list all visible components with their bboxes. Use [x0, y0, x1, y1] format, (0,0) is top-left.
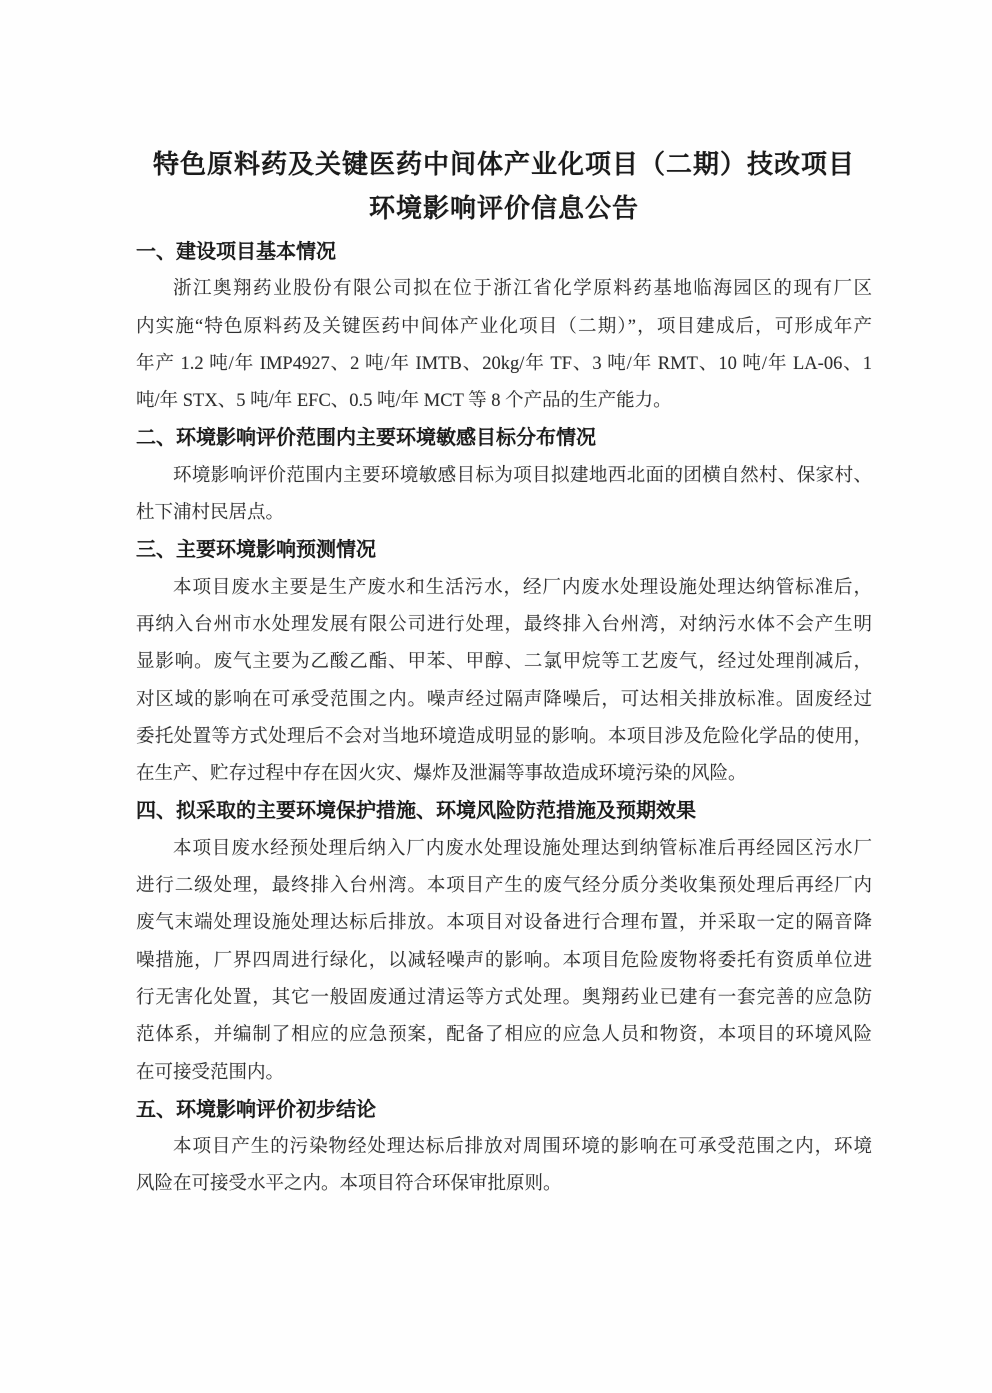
- section-1-heading: 一、建设项目基本情况: [136, 241, 336, 263]
- section-3-line: 再纳入台州市水处理发展有限公司进行处理，最终排入台州湾，对纳污水体不会产生明: [136, 614, 872, 635]
- section-4-line: 行无害化处置，其它一般固废通过清运等方式处理。奥翔药业已建有一套完善的应急防: [136, 987, 872, 1008]
- section-4-heading: 四、拟采取的主要环境保护措施、环境风险防范措施及预期效果: [136, 800, 696, 823]
- section-2-heading: 二、环境影响评价范围内主要环境敏感目标分布情况: [136, 427, 596, 450]
- section-3-line: 对区域的影响在可承受范围之内。噪声经过隔声降噪后，可达相关排放标准。固废经过: [136, 689, 872, 710]
- section-5-line: 本项目产生的污染物经处理达标后排放对周围环境的影响在可承受范围之内，环境: [173, 1137, 872, 1158]
- section-4-line: 进行二级处理，最终排入台州湾。本项目产生的废气经分质分类收集预处理后再经厂内: [136, 876, 872, 897]
- section-3-line: 本项目废水主要是生产废水和生活污水，经厂内废水处理设施处理达纳管标准后，: [173, 577, 872, 598]
- section-1-line: 浙江奥翔药业股份有限公司拟在位于浙江省化学原料药基地临海园区的现有厂区: [173, 279, 872, 300]
- section-1-line: 吨/年 STX、5 吨/年 EFC、0.5 吨/年 MCT 等 8 个产品的生产能力。: [136, 391, 672, 412]
- section-2-line: 环境影响评价范围内主要环境敏感目标为项目拟建地西北面的团横自然村、保家村、: [173, 465, 872, 486]
- section-4-line: 废气末端处理设施处理达标后排放。本项目对设备进行合理布置，并采取一定的隔音降: [136, 913, 872, 934]
- section-1-line: 年产 1.2 吨/年 IMP4927、2 吨/年 IMTB、20kg/年 TF、3 吨/年 RMT、10 吨/年 LA-06、1: [136, 353, 872, 374]
- section-5-line: 风险在可接受水平之内。本项目符合环保审批原则。: [136, 1174, 562, 1195]
- section-4-line: 范体系，并编制了相应的应急预案，配备了相应的应急人员和物资，本项目的环境风险: [136, 1025, 872, 1046]
- title-line-2: 环境影响评价信息公告: [368, 193, 639, 223]
- section-2-line: 杜下浦村民居点。: [136, 503, 285, 524]
- section-3-line: 在生产、贮存过程中存在因火灾、爆炸及泄漏等事故造成环境污染的风险。: [136, 764, 747, 785]
- section-5-heading: 五、环境影响评价初步结论: [136, 1098, 376, 1121]
- section-3-line: 显影响。废气主要为乙酸乙酯、甲苯、甲醇、二氯甲烷等工艺废气，经过处理削减后，: [136, 652, 872, 673]
- section-4-line: 在可接受范围内。: [136, 1062, 285, 1083]
- section-3-heading: 三、主要环境影响预测情况: [136, 539, 376, 562]
- section-1-line: 内实施“特色原料药及关键医药中间体产业化项目（二期）”，项目建成后，可形成年产: [136, 316, 872, 337]
- section-4-line: 噪措施，厂界四周进行绿化，以减轻噪声的影响。本项目危险废物将委托有资质单位进: [136, 950, 872, 971]
- section-4-line: 本项目废水经预处理后纳入厂内废水处理设施处理达到纳管标准后再经园区污水厂: [173, 838, 872, 859]
- title-line-1: 特色原料药及关键医药中间体产业化项目（二期）技改项目: [152, 149, 855, 179]
- document-title: [136, 142, 872, 230]
- section-3-line: 委托处置等方式处理后不会对当地环境造成明显的影响。本项目涉及危险化学品的使用，: [136, 726, 872, 747]
- document-body: [136, 234, 872, 1204]
